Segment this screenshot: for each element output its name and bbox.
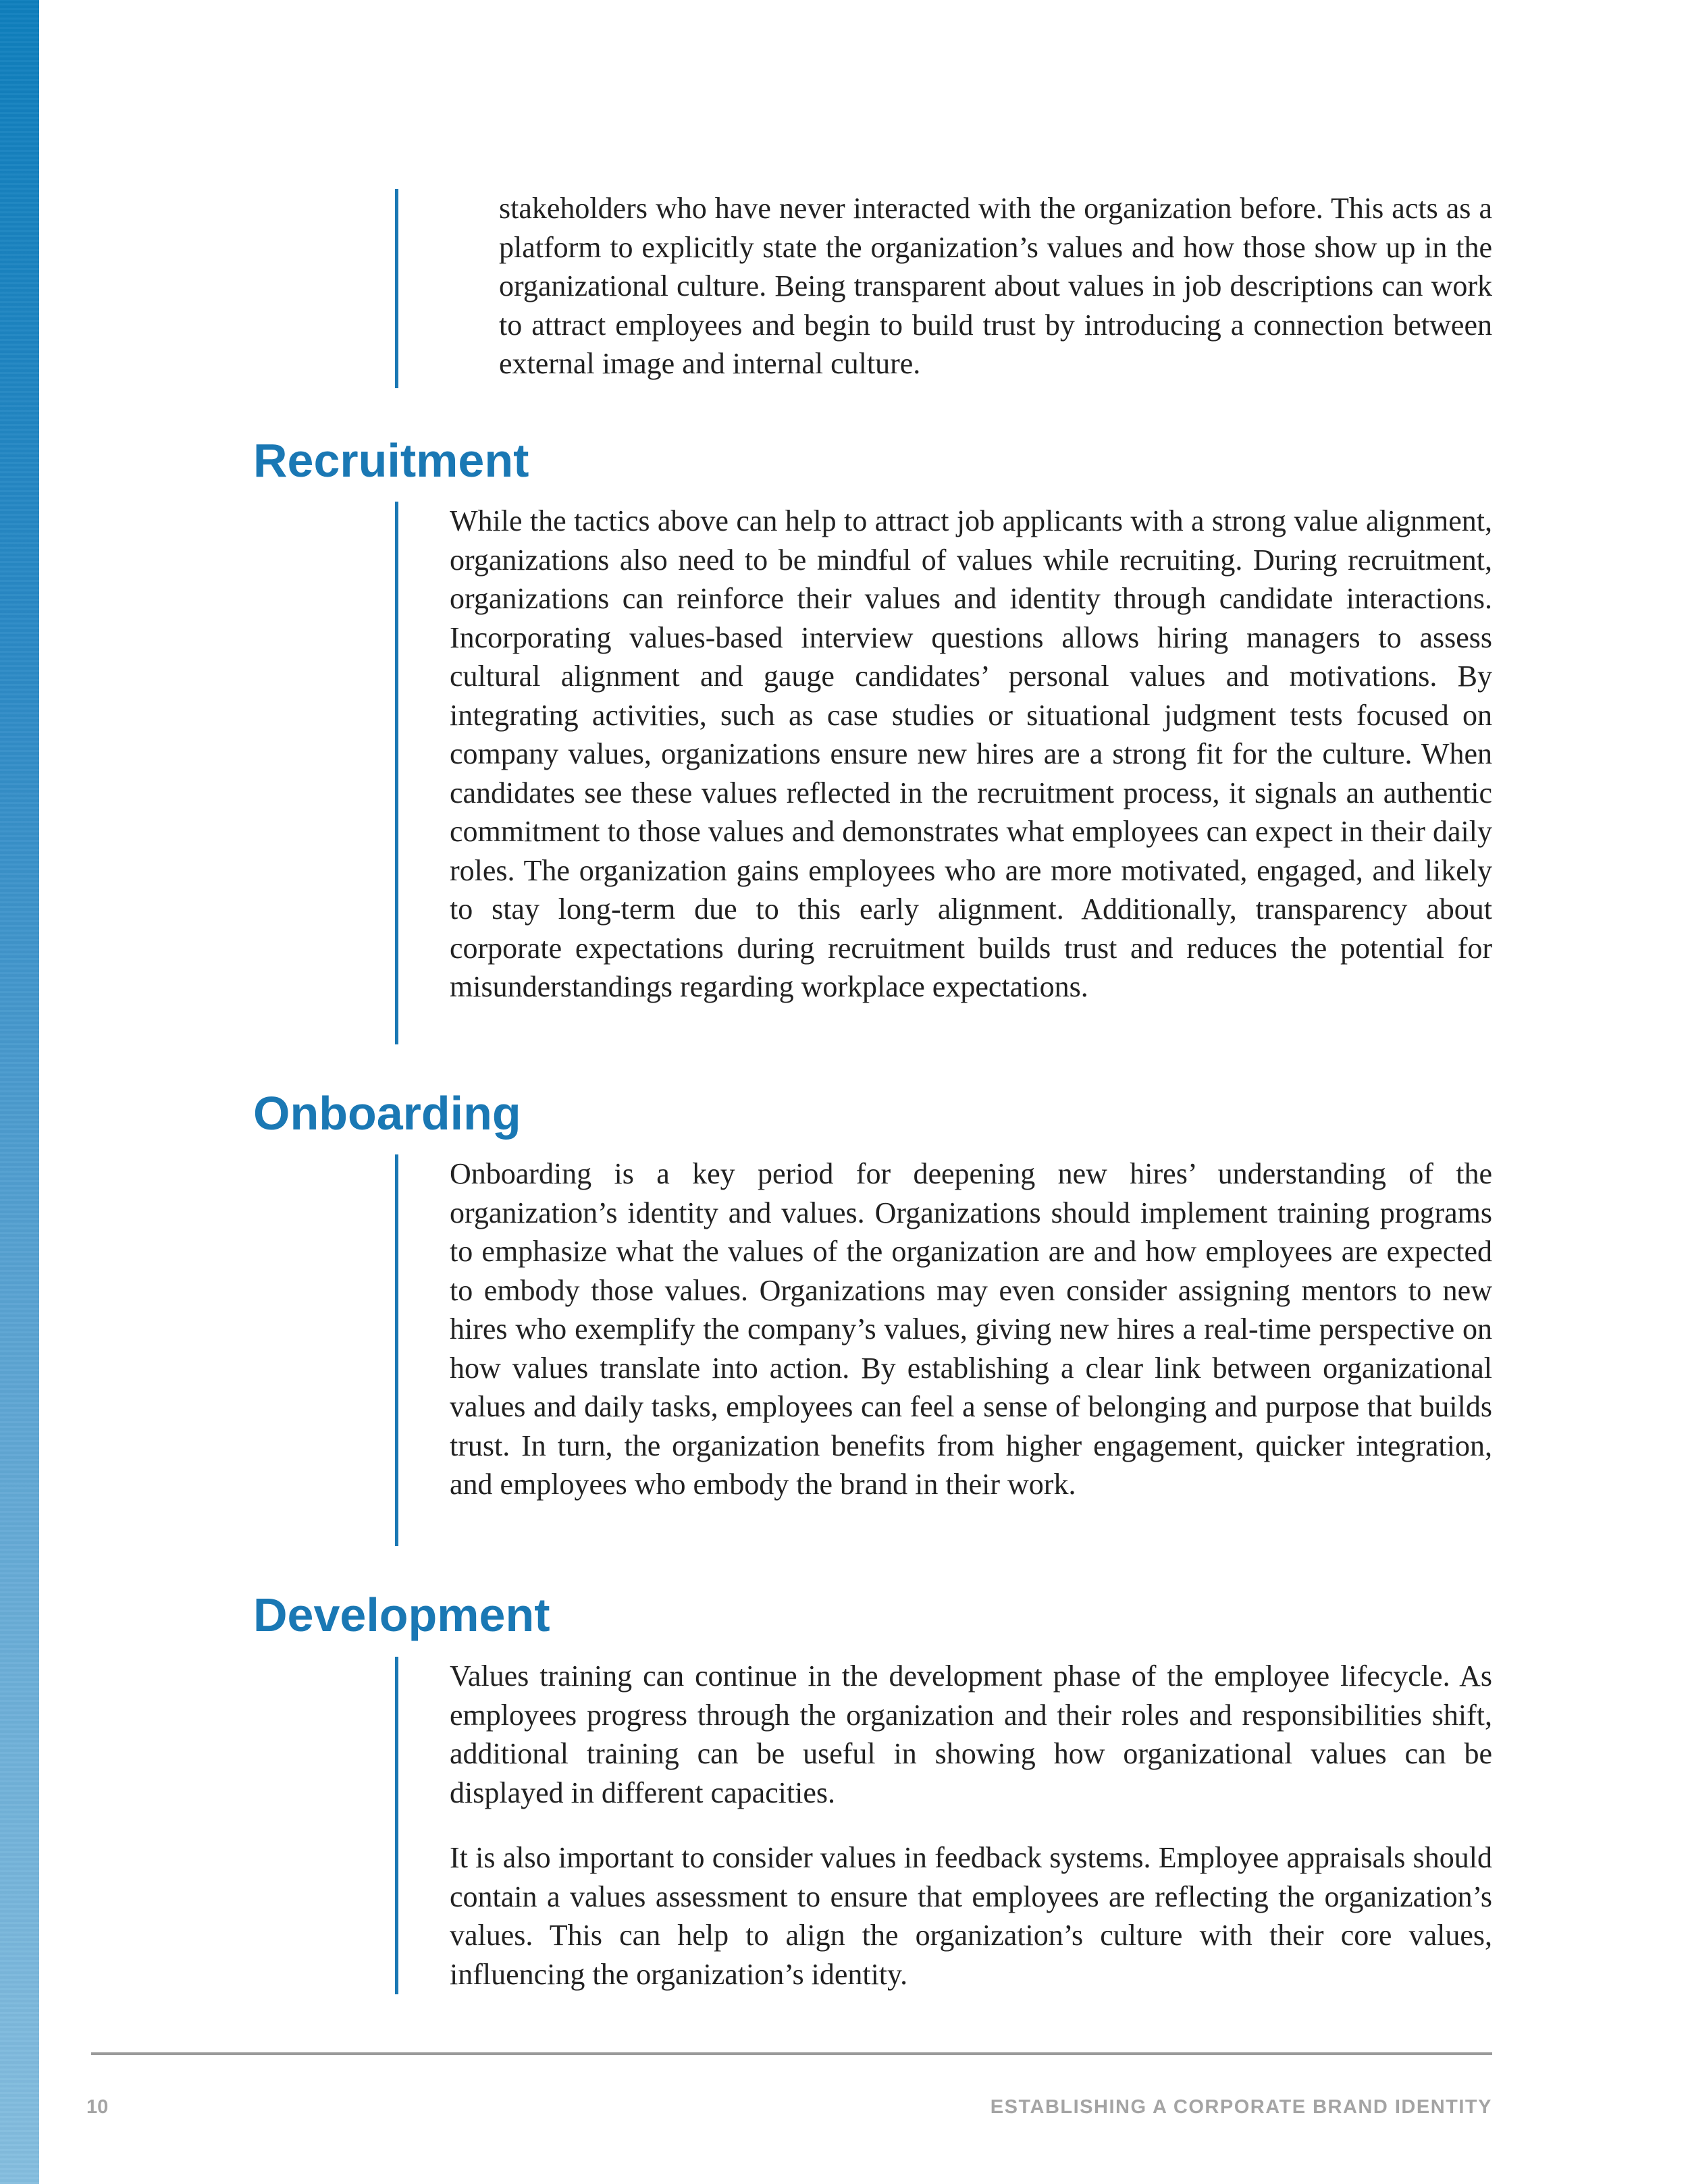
development-text-block bbox=[395, 1657, 1492, 1994]
development-paragraph-2: It is also important to consider values in feedback systems. Employee appraisals should contain a values assessment to ensure that employees are reflecting the organization’s values. This can help to align the organization’s culture with their core values, influencing the organization’s identity. bbox=[450, 1841, 1492, 1991]
intro-text-block bbox=[395, 189, 1492, 388]
onboarding-heading: Onboarding bbox=[253, 1087, 521, 1140]
development-paragraph-1: Values training can continue in the development phase of the employee lifecycle. As employees progress through the organization and their roles and responsibilities shift, additional training can be useful in showing how organizational values can be displayed in different capacities. bbox=[450, 1659, 1492, 1809]
onboarding-paragraph: Onboarding is a key period for deepening new hires’ understanding of the organization’s identity and values. Organizations should implement training programs to emphasize what the values of the organization are and how employees are expected to embody those values. Organizations may even consider assigning mentors to new hires who exemplify the company’s values, giving new hires a real-time perspective on how values translate into action. By establishing a clear link between organizational values and daily tasks, employees can feel a sense of belonging and purpose that builds trust. In turn, the organization benefits from higher engagement, quicker integration, and employees who embody the brand in their work. bbox=[450, 1157, 1492, 1501]
recruitment-paragraph: While the tactics above can help to attract job applicants with a strong value alignment, organizations also need to be mindful of values while recruiting. During recruitment, organizations can reinforce their values and identity through candidate interactions. Incorporating values-based interview questions allows hiring managers to assess cultural alignment and gauge candidates’ personal values and motivations. By integrating activities, such as case studies or situational judgment tests focused on company values, organizations ensure new hires are a strong fit for the culture. When candidates see these values reflected in the recruitment process, it signals an authentic commitment to those values and demonstrates what employees can expect in their daily roles. The organization gains employees who are more motivated, engaged, and likely to stay long-term due to this early alignment. Additionally, transparency about corporate expectations during recruitment builds trust and reduces the potential for misunderstandings regarding workplace expectations. bbox=[450, 504, 1492, 1003]
intro-paragraph: stakeholders who have never interacted with the organization before. This acts as a platform to explicitly state the organization’s values and how those show up in the organizational culture. Being transparent about values in job descriptions can work to attract employees and begin to build trust by introducing a connection between external image and internal culture. bbox=[499, 192, 1492, 380]
decorative-side-strip bbox=[0, 0, 39, 2184]
recruitment-heading: Recruitment bbox=[253, 434, 529, 487]
page-number: 10 bbox=[86, 2096, 109, 2118]
development-heading: Development bbox=[253, 1589, 550, 1641]
onboarding-text-block bbox=[395, 1154, 1492, 1546]
recruitment-text-block bbox=[395, 502, 1492, 1044]
footer-divider bbox=[91, 2052, 1492, 2055]
running-title: ESTABLISHING A CORPORATE BRAND IDENTITY bbox=[990, 2096, 1492, 2118]
